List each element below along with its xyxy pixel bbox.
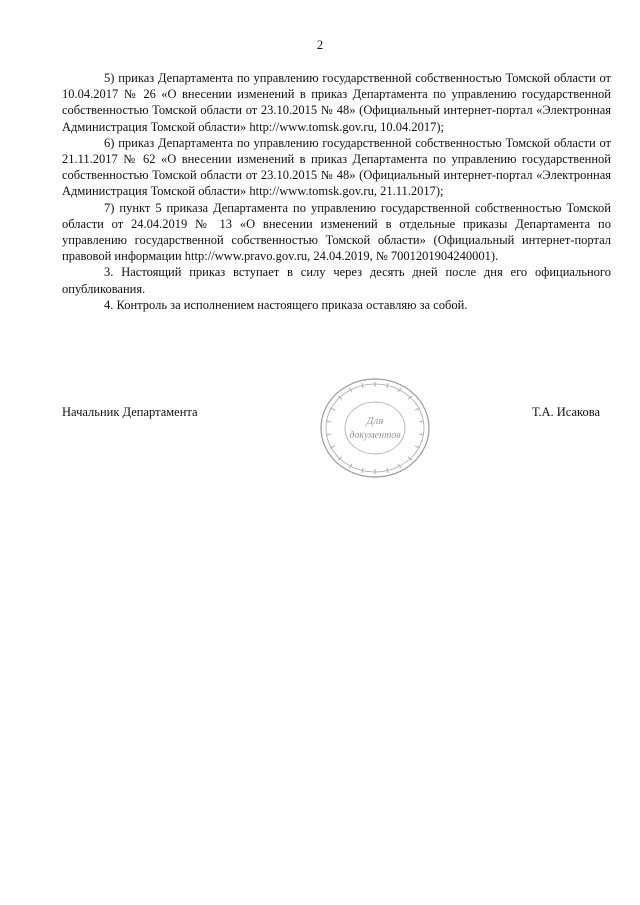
- seal-icon: [318, 376, 432, 480]
- document-body: [62, 70, 611, 313]
- official-seal-stamp: [318, 376, 432, 480]
- paragraph-clause-4: 4. Контроль за исполнением настоящего приказа оставляю за собой.: [104, 297, 468, 312]
- signatory-name: Т.А. Исакова: [531, 405, 600, 419]
- svg-text:Для: Для: [366, 415, 384, 427]
- svg-text:документов: документов: [349, 430, 401, 441]
- paragraph-item-5: 5) приказ Департамента по управлению государственной собственностью Томской области от 10.04.2017 № 26 «О внесении изменений в приказ Департамента по управлению государственной собственностью Томской области от 23.10.2015 № 48» (Официальный интернет-портал «Электронная Администрация Томской области» http://www.tomsk.gov.ru, 10.04.2017);: [62, 71, 611, 134]
- signatory-title: Начальник Департамента: [62, 405, 198, 419]
- paragraph-clause-3: 3. Настоящий приказ вступает в силу через десять дней после дня его официального опубликования.: [62, 265, 611, 296]
- paragraph-item-6: 6) приказ Департамента по управлению государственной собственностью Томской области от 21.11.2017 № 62 «О внесении изменений в приказ Департамента по управлению государственной собственностью Томской области от 23.10.2015 № 48» (Официальный интернет-портал «Электронная Администрация Томской области» http://www.tomsk.gov.ru, 21.11.2017);: [62, 135, 611, 199]
- page-number: 2: [316, 38, 324, 52]
- paragraph-item-7: 7) пункт 5 приказа Департамента по управлению государственной собственностью Томской области от 24.04.2019 № 13 «О внесении изменений в отдельные приказы Департамента по управлению государственной собственностью Томской области» (Официальный интернет-портал правовой информации http://www.pravo.gov.ru, 24.04.2019, № 7001201904240001).: [62, 200, 611, 264]
